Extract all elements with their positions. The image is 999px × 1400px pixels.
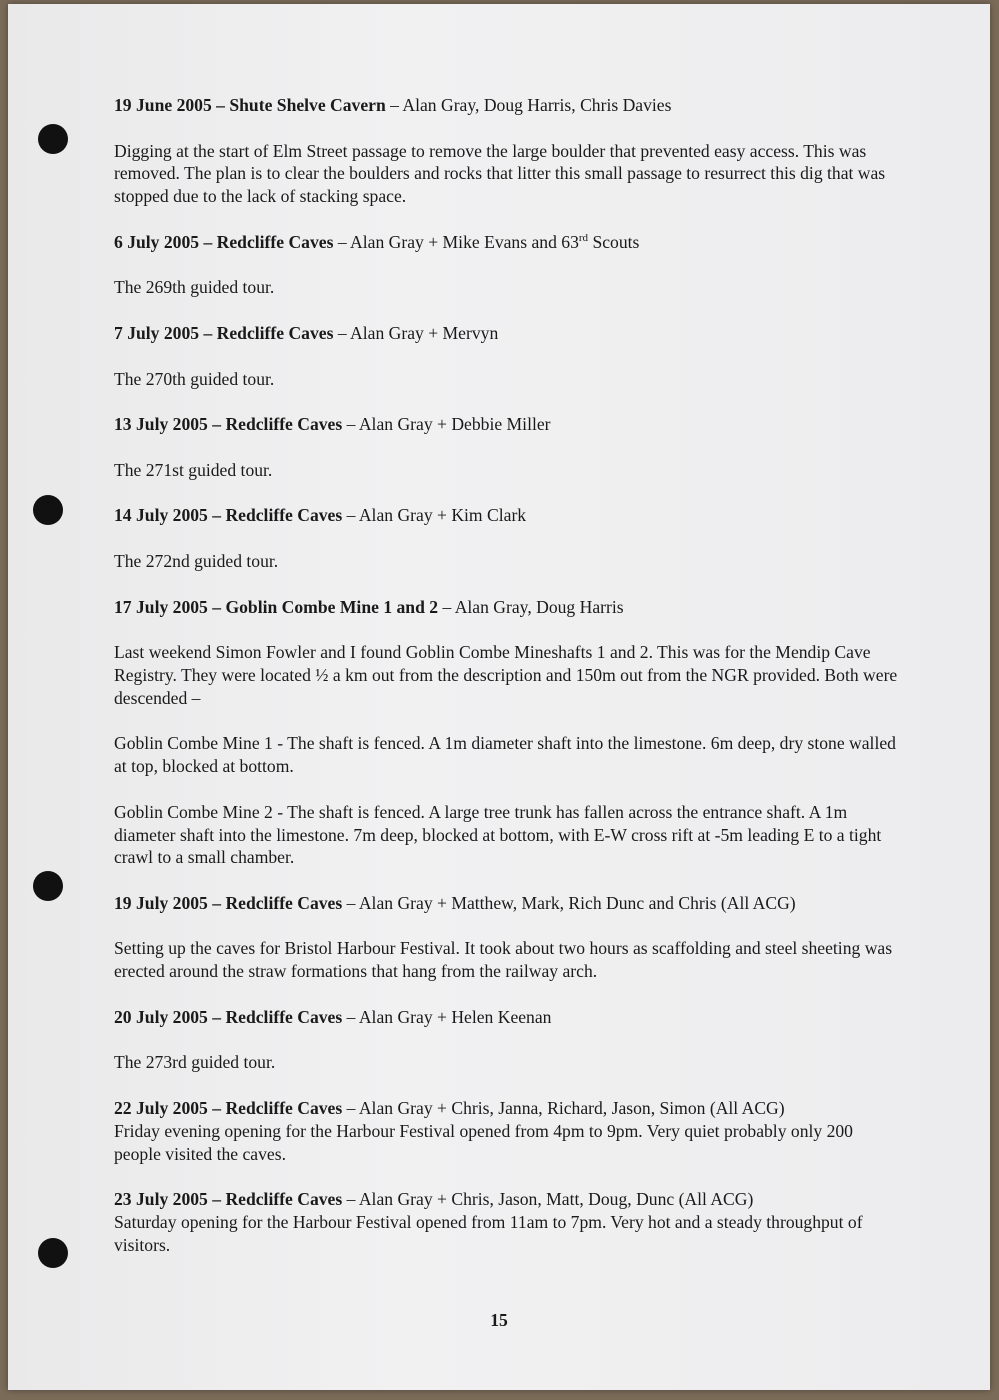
entry-heading (114, 596, 904, 619)
entry-site: Redcliffe Caves (216, 231, 334, 252)
entry-separator: – (342, 505, 359, 526)
entry-heading (114, 322, 904, 345)
punch-hole (38, 1238, 68, 1268)
entry-paragraph: The 272nd guided tour. (114, 550, 279, 571)
entry-separator: – (207, 505, 226, 526)
entry-heading (114, 1006, 904, 1029)
entry-paragraph: Setting up the caves for Bristol Harbour Festival. It took about two hours as scaffolding and steel sheeting was erected around the straw formations that hang from the railway arch. (114, 938, 893, 982)
entry-people: Alan Gray + Mervyn (350, 322, 499, 343)
entry-separator: – (438, 596, 455, 617)
entry-body: Friday evening opening for the Harbour Festival opened from 4pm to 9pm. Very quiet probably only 200 people visited the caves. (114, 1120, 853, 1164)
entry-separator: – (342, 892, 359, 913)
entry-date-site (114, 1098, 342, 1118)
entry-separator: – (333, 231, 351, 252)
entry-date-site (114, 414, 342, 434)
entry-date: 22 July 2005 (114, 1098, 208, 1119)
entry-site: Shute Shelve Cavern (229, 95, 386, 115)
entry-date: 7 July 2005 (114, 322, 200, 343)
entry-people: Alan Gray + Helen Keenan (358, 1006, 552, 1027)
entry-date: 13 July 2005 (114, 414, 208, 435)
diary-entry (114, 596, 904, 870)
entry-separator: – (385, 95, 403, 115)
entry-heading (114, 413, 904, 436)
punch-hole (33, 871, 63, 901)
entry-separator: – (207, 1006, 226, 1027)
entry-separator: – (207, 1098, 226, 1119)
entry-separator: – (199, 231, 217, 252)
entry-paragraph: The 270th guided tour. (114, 368, 275, 389)
entry-people: Alan Gray + Debbie Miller (358, 414, 551, 435)
entry-date: 14 July 2005 (114, 505, 208, 526)
diary-entry (114, 892, 904, 983)
diary-entry (114, 1188, 904, 1256)
entry-separator: – (211, 95, 230, 115)
entry-body: Saturday opening for the Harbour Festival opened from 11am to 7pm. Very hot and a steady throughput of visitors. (114, 1212, 863, 1255)
entry-site: Redcliffe Caves (225, 1189, 343, 1210)
diary-entry (114, 1006, 904, 1074)
entry-people-tail: Scouts (588, 231, 640, 252)
entry-date-site (114, 323, 333, 343)
entry-paragraph: The 273rd guided tour. (114, 1052, 276, 1073)
page-number: 15 (490, 1310, 508, 1330)
entry-date-site (114, 1189, 342, 1209)
entry-separator: – (342, 1006, 359, 1027)
entry-heading (114, 1188, 904, 1211)
entry-heading (114, 504, 904, 527)
entry-people: Alan Gray + Matthew, Mark, Rich Dunc and Chris (All ACG) (358, 892, 796, 913)
entry-separator: – (207, 596, 226, 617)
diary-entry (114, 504, 904, 572)
diary-entry (114, 231, 904, 299)
entry-date-site (114, 893, 342, 913)
diary-entry (114, 322, 904, 390)
diary-entries (114, 94, 904, 1257)
entry-separator: – (207, 1189, 226, 1210)
entry-paragraph: Goblin Combe Mine 2 - The shaft is fenced. A large tree trunk has fallen across the entrance shaft. A 1m diameter shaft into the limestone. 7m deep, blocked at bottom, with E-W cross rift at -5m leading E to a tight crawl to a small chamber. (114, 801, 882, 868)
entry-heading (114, 231, 904, 254)
ordinal-suffix: rd (578, 231, 589, 244)
entry-date: 19 June 2005 (114, 95, 212, 115)
entry-separator: – (333, 322, 351, 343)
entry-paragraph: Digging at the start of Elm Street passage to remove the large boulder that prevented easy access. This was removed. The plan is to clear the boulders and rocks that litter this small passage to resurrect this dig that was stopped due to the lack of stacking space. (114, 140, 886, 207)
entry-heading (114, 94, 904, 117)
diary-entry (114, 413, 904, 481)
entry-people: Alan Gray + Chris, Jason, Matt, Doug, Dunc (All ACG) (358, 1189, 754, 1210)
diary-entry (114, 1097, 904, 1165)
entry-paragraph: Last weekend Simon Fowler and I found Goblin Combe Mineshafts 1 and 2. This was for the Mendip Cave Registry. They were located ½ a km out from the description and 150m out from the NGR provided. Both were descended – (114, 642, 898, 708)
entry-paragraph: The 271st guided tour. (114, 459, 273, 480)
diary-entry (114, 94, 904, 208)
entry-site: Redcliffe Caves (225, 1006, 343, 1027)
entry-date: 17 July 2005 (114, 596, 208, 617)
entry-paragraph: Goblin Combe Mine 1 - The shaft is fenced. A 1m diameter shaft into the limestone. 6m deep, dry stone walled at top, blocked at bottom. (114, 733, 896, 777)
entry-date: 20 July 2005 (114, 1006, 208, 1027)
entry-separator: – (207, 892, 226, 913)
entry-site: Goblin Combe Mine 1 and 2 (225, 596, 439, 617)
entry-date: 23 July 2005 (114, 1189, 208, 1210)
entry-separator: – (342, 1098, 359, 1119)
entry-date-site (114, 505, 342, 525)
entry-site: Redcliffe Caves (216, 322, 334, 343)
entry-date-site (114, 597, 438, 617)
entry-site: Redcliffe Caves (225, 505, 343, 526)
entry-people: Alan Gray + Chris, Janna, Richard, Jason, Simon (All ACG) (358, 1098, 785, 1119)
entry-date: 19 July 2005 (114, 892, 208, 913)
document-page (8, 4, 990, 1390)
entry-people: Alan Gray + Kim Clark (358, 505, 527, 526)
entry-site: Redcliffe Caves (225, 892, 343, 913)
entry-separator: – (342, 1189, 359, 1210)
entry-heading (114, 1097, 904, 1120)
punch-hole (33, 495, 63, 525)
entry-site: Redcliffe Caves (225, 1098, 343, 1119)
entry-separator: – (207, 414, 226, 435)
entry-separator: – (342, 414, 359, 435)
entry-heading (114, 892, 904, 915)
entry-site: Redcliffe Caves (225, 414, 343, 435)
entry-separator: – (199, 322, 217, 343)
entry-people: Alan Gray, Doug Harris (454, 596, 624, 617)
entry-date-site (114, 232, 333, 252)
entry-date-site (114, 1007, 342, 1027)
punch-hole (38, 124, 68, 154)
entry-paragraph: The 269th guided tour. (114, 277, 275, 298)
entry-date-site (114, 95, 386, 115)
entry-people: Alan Gray + Mike Evans and 63 (350, 231, 579, 252)
entry-date: 6 July 2005 (114, 231, 200, 252)
entry-people: Alan Gray, Doug Harris, Chris Davies (402, 95, 672, 115)
